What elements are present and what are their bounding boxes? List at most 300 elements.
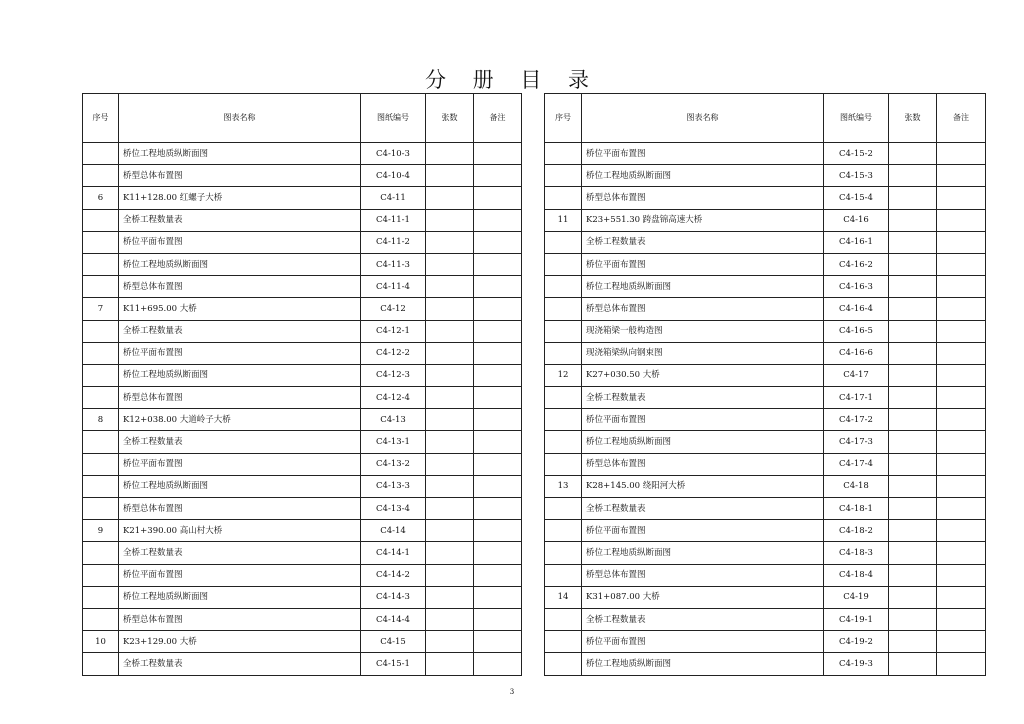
cell-remarks [937, 453, 986, 475]
cell-seq [83, 320, 119, 342]
cell-sheets [426, 631, 474, 653]
cell-sheets [889, 608, 937, 630]
cell-drawing-no: C4-16-2 [824, 253, 889, 275]
table-row [83, 564, 522, 586]
cell-name: K11+128.00 红螺子大桥 [119, 187, 361, 209]
cell-sheets [889, 631, 937, 653]
cell-drawing-no: C4-19 [824, 586, 889, 608]
cell-sheets [889, 253, 937, 275]
cell-remarks [937, 298, 986, 320]
cell-seq [83, 387, 119, 409]
cell-drawing-no: C4-10-4 [361, 165, 426, 187]
cell-name: 桥位平面布置图 [582, 253, 824, 275]
table-row [83, 431, 522, 453]
cell-name: 桥位平面布置图 [582, 520, 824, 542]
cell-sheets [426, 298, 474, 320]
cell-sheets [426, 387, 474, 409]
cell-seq [545, 276, 582, 298]
cell-name: 桥型总体布置图 [119, 387, 361, 409]
cell-name: K23+129.00 大桥 [119, 631, 361, 653]
header-seq: 序号 [545, 94, 582, 143]
header-seq: 序号 [83, 94, 119, 143]
cell-sheets [426, 475, 474, 497]
cell-sheets [889, 542, 937, 564]
cell-remarks [937, 187, 986, 209]
cell-seq [545, 165, 582, 187]
cell-name: 桥型总体布置图 [582, 187, 824, 209]
table-row [545, 542, 986, 564]
table-row [545, 453, 986, 475]
cell-name: 全桥工程数量表 [119, 320, 361, 342]
cell-sheets [426, 165, 474, 187]
table-row [545, 187, 986, 209]
cell-sheets [889, 209, 937, 231]
cell-seq [83, 165, 119, 187]
table-row [83, 320, 522, 342]
cell-drawing-no: C4-19-1 [824, 608, 889, 630]
table-row [83, 631, 522, 653]
cell-remarks [474, 276, 522, 298]
cell-seq: 9 [83, 520, 119, 542]
cell-sheets [426, 253, 474, 275]
cell-remarks [937, 387, 986, 409]
cell-seq [83, 453, 119, 475]
cell-drawing-no: C4-18-4 [824, 564, 889, 586]
table-row [545, 143, 986, 165]
cell-drawing-no: C4-14-1 [361, 542, 426, 564]
header-remarks: 备注 [937, 94, 986, 143]
cell-name: K12+038.00 大道岭子大桥 [119, 409, 361, 431]
table-row [83, 387, 522, 409]
cell-remarks [474, 165, 522, 187]
cell-remarks [937, 520, 986, 542]
cell-remarks [937, 276, 986, 298]
cell-drawing-no: C4-10-3 [361, 143, 426, 165]
cell-sheets [426, 231, 474, 253]
cell-remarks [937, 364, 986, 386]
cell-remarks [937, 653, 986, 675]
header-remarks: 备注 [474, 94, 522, 143]
cell-name: 桥位平面布置图 [119, 231, 361, 253]
cell-drawing-no: C4-13-3 [361, 475, 426, 497]
cell-seq: 7 [83, 298, 119, 320]
cell-name: 全桥工程数量表 [119, 653, 361, 675]
cell-sheets [889, 187, 937, 209]
cell-sheets [889, 431, 937, 453]
table-row [545, 320, 986, 342]
cell-remarks [937, 320, 986, 342]
catalog-table-right [544, 93, 986, 676]
cell-seq [83, 231, 119, 253]
cell-name: 桥型总体布置图 [582, 298, 824, 320]
cell-name: K11+695.00 大桥 [119, 298, 361, 320]
cell-remarks [937, 209, 986, 231]
cell-remarks [937, 431, 986, 453]
cell-remarks [474, 653, 522, 675]
cell-seq [545, 409, 582, 431]
cell-remarks [474, 387, 522, 409]
cell-remarks [474, 520, 522, 542]
cell-seq [83, 253, 119, 275]
cell-name: 桥型总体布置图 [119, 165, 361, 187]
cell-seq [545, 298, 582, 320]
table-row [545, 409, 986, 431]
cell-sheets [889, 143, 937, 165]
cell-name: 全桥工程数量表 [582, 387, 824, 409]
cell-seq [545, 187, 582, 209]
cell-seq [545, 453, 582, 475]
table-row [83, 475, 522, 497]
cell-name: 全桥工程数量表 [119, 542, 361, 564]
cell-seq: 12 [545, 364, 582, 386]
cell-drawing-no: C4-16 [824, 209, 889, 231]
cell-drawing-no: C4-18-2 [824, 520, 889, 542]
cell-name: 桥位工程地质纵断面图 [119, 143, 361, 165]
cell-remarks [937, 409, 986, 431]
cell-name: 全桥工程数量表 [119, 209, 361, 231]
cell-name: 桥位工程地质纵断面图 [119, 586, 361, 608]
cell-remarks [474, 209, 522, 231]
cell-sheets [889, 320, 937, 342]
cell-sheets [426, 498, 474, 520]
table-row [83, 586, 522, 608]
cell-remarks [474, 608, 522, 630]
cell-drawing-no: C4-17-2 [824, 409, 889, 431]
cell-remarks [474, 320, 522, 342]
cell-drawing-no: C4-13 [361, 409, 426, 431]
cell-seq [83, 276, 119, 298]
table-row [545, 498, 986, 520]
cell-sheets [889, 498, 937, 520]
table-row [545, 520, 986, 542]
cell-sheets [426, 564, 474, 586]
cell-name: 全桥工程数量表 [582, 231, 824, 253]
cell-remarks [937, 231, 986, 253]
cell-name: 现浇箱梁纵向钢束图 [582, 342, 824, 364]
cell-name: 桥位工程地质纵断面图 [582, 165, 824, 187]
header-drawing-no: 图纸编号 [361, 94, 426, 143]
cell-sheets [889, 231, 937, 253]
cell-seq [545, 608, 582, 630]
cell-name: 全桥工程数量表 [119, 431, 361, 453]
table-row [83, 453, 522, 475]
cell-remarks [937, 498, 986, 520]
cell-remarks [474, 409, 522, 431]
cell-sheets [889, 453, 937, 475]
cell-seq [83, 143, 119, 165]
table-header-row [545, 94, 986, 143]
cell-drawing-no: C4-11-4 [361, 276, 426, 298]
table-row [545, 475, 986, 497]
cell-drawing-no: C4-15 [361, 631, 426, 653]
cell-seq [545, 498, 582, 520]
cell-drawing-no: C4-19-3 [824, 653, 889, 675]
cell-sheets [426, 431, 474, 453]
table-header-row [83, 94, 522, 143]
cell-seq [545, 431, 582, 453]
table-row [545, 608, 986, 630]
cell-name: 桥位平面布置图 [119, 342, 361, 364]
cell-sheets [889, 276, 937, 298]
cell-seq [545, 231, 582, 253]
table-row [545, 431, 986, 453]
cell-name: 桥位工程地质纵断面图 [119, 475, 361, 497]
cell-seq [545, 653, 582, 675]
cell-remarks [937, 631, 986, 653]
cell-drawing-no: C4-12-3 [361, 364, 426, 386]
cell-name: 桥型总体布置图 [582, 453, 824, 475]
cell-name: K23+551.30 跨盘锦高速大桥 [582, 209, 824, 231]
cell-remarks [937, 143, 986, 165]
cell-drawing-no: C4-16-4 [824, 298, 889, 320]
table-row [545, 253, 986, 275]
cell-drawing-no: C4-11 [361, 187, 426, 209]
cell-drawing-no: C4-17-1 [824, 387, 889, 409]
cell-sheets [426, 409, 474, 431]
cell-remarks [474, 431, 522, 453]
cell-drawing-no: C4-18 [824, 475, 889, 497]
cell-name: 桥位平面布置图 [582, 143, 824, 165]
cell-seq [545, 320, 582, 342]
cell-drawing-no: C4-18-3 [824, 542, 889, 564]
cell-seq [83, 653, 119, 675]
header-sheets: 张数 [426, 94, 474, 143]
cell-drawing-no: C4-13-4 [361, 498, 426, 520]
cell-drawing-no: C4-13-2 [361, 453, 426, 475]
cell-remarks [937, 542, 986, 564]
cell-name: K27+030.50 大桥 [582, 364, 824, 386]
cell-seq [545, 542, 582, 564]
cell-name: 桥位工程地质纵断面图 [582, 653, 824, 675]
cell-sheets [426, 586, 474, 608]
cell-name: 桥位平面布置图 [119, 453, 361, 475]
table-row [83, 143, 522, 165]
cell-drawing-no: C4-15-4 [824, 187, 889, 209]
cell-seq [545, 342, 582, 364]
cell-sheets [889, 586, 937, 608]
cell-drawing-no: C4-15-1 [361, 653, 426, 675]
cell-seq [83, 342, 119, 364]
cell-remarks [474, 143, 522, 165]
cell-sheets [889, 364, 937, 386]
cell-drawing-no: C4-14-2 [361, 564, 426, 586]
cell-name: 桥型总体布置图 [582, 564, 824, 586]
table-row [545, 231, 986, 253]
cell-drawing-no: C4-13-1 [361, 431, 426, 453]
cell-sheets [889, 387, 937, 409]
cell-sheets [426, 320, 474, 342]
table-row [83, 364, 522, 386]
cell-seq [83, 498, 119, 520]
table-row [545, 209, 986, 231]
cell-remarks [474, 586, 522, 608]
cell-sheets [426, 276, 474, 298]
cell-drawing-no: C4-12-2 [361, 342, 426, 364]
cell-remarks [937, 608, 986, 630]
cell-drawing-no: C4-16-5 [824, 320, 889, 342]
header-sheets: 张数 [889, 94, 937, 143]
cell-seq [83, 431, 119, 453]
cell-sheets [426, 542, 474, 564]
cell-drawing-no: C4-16-3 [824, 276, 889, 298]
cell-seq [83, 542, 119, 564]
cell-drawing-no: C4-12-1 [361, 320, 426, 342]
cell-drawing-no: C4-12 [361, 298, 426, 320]
cell-seq: 10 [83, 631, 119, 653]
cell-drawing-no: C4-12-4 [361, 387, 426, 409]
cell-name: 全桥工程数量表 [582, 498, 824, 520]
cell-name: K28+145.00 绕阳河大桥 [582, 475, 824, 497]
cell-sheets [889, 298, 937, 320]
cell-sheets [426, 187, 474, 209]
cell-sheets [426, 653, 474, 675]
cell-name: 全桥工程数量表 [582, 608, 824, 630]
cell-sheets [889, 520, 937, 542]
table-row [83, 209, 522, 231]
cell-drawing-no: C4-17-3 [824, 431, 889, 453]
table-row [545, 364, 986, 386]
cell-remarks [474, 231, 522, 253]
table-row [83, 409, 522, 431]
page-number: 3 [509, 688, 515, 696]
cell-drawing-no: C4-14-3 [361, 586, 426, 608]
table-row [545, 653, 986, 675]
cell-seq [545, 143, 582, 165]
cell-name: 桥位工程地质纵断面图 [582, 542, 824, 564]
cell-drawing-no: C4-19-2 [824, 631, 889, 653]
cell-drawing-no: C4-16-6 [824, 342, 889, 364]
cell-remarks [937, 564, 986, 586]
cell-name: K31+087.00 大桥 [582, 586, 824, 608]
cell-sheets [889, 475, 937, 497]
table-row [545, 298, 986, 320]
cell-drawing-no: C4-11-1 [361, 209, 426, 231]
cell-sheets [889, 564, 937, 586]
cell-remarks [937, 253, 986, 275]
cell-seq [83, 564, 119, 586]
cell-drawing-no: C4-14-4 [361, 608, 426, 630]
cell-remarks [474, 498, 522, 520]
table-row [83, 520, 522, 542]
cell-remarks [474, 542, 522, 564]
cell-drawing-no: C4-16-1 [824, 231, 889, 253]
cell-remarks [474, 342, 522, 364]
cell-seq [83, 364, 119, 386]
cell-remarks [474, 564, 522, 586]
cell-remarks [474, 187, 522, 209]
cell-drawing-no: C4-14 [361, 520, 426, 542]
cell-remarks [937, 475, 986, 497]
cell-seq [545, 520, 582, 542]
cell-remarks [937, 342, 986, 364]
cell-drawing-no: C4-17 [824, 364, 889, 386]
cell-name: 桥型总体布置图 [119, 608, 361, 630]
cell-seq [545, 253, 582, 275]
cell-sheets [426, 209, 474, 231]
cell-remarks [937, 165, 986, 187]
table-row [83, 187, 522, 209]
table-row [545, 387, 986, 409]
cell-remarks [474, 253, 522, 275]
cell-name: 桥位平面布置图 [119, 564, 361, 586]
cell-sheets [889, 342, 937, 364]
cell-seq: 6 [83, 187, 119, 209]
cell-name: 桥型总体布置图 [119, 498, 361, 520]
header-name: 图表名称 [119, 94, 361, 143]
cell-remarks [937, 586, 986, 608]
cell-remarks [474, 364, 522, 386]
table-row [545, 564, 986, 586]
cell-sheets [426, 342, 474, 364]
cell-sheets [426, 364, 474, 386]
cell-sheets [889, 653, 937, 675]
table-row [83, 498, 522, 520]
cell-name: 桥位平面布置图 [582, 631, 824, 653]
table-row [83, 608, 522, 630]
cell-remarks [474, 453, 522, 475]
cell-sheets [426, 608, 474, 630]
cell-drawing-no: C4-15-3 [824, 165, 889, 187]
cell-name: 桥位工程地质纵断面图 [119, 364, 361, 386]
table-row [545, 276, 986, 298]
cell-seq [83, 209, 119, 231]
cell-seq [83, 608, 119, 630]
cell-drawing-no: C4-17-4 [824, 453, 889, 475]
header-drawing-no: 图纸编号 [824, 94, 889, 143]
cell-remarks [474, 475, 522, 497]
cell-sheets [426, 143, 474, 165]
table-row [83, 653, 522, 675]
table-row [545, 631, 986, 653]
page-title: 分 册 目 录 [424, 68, 600, 92]
table-row [83, 298, 522, 320]
cell-sheets [889, 165, 937, 187]
cell-name: 桥位工程地质纵断面图 [119, 253, 361, 275]
cell-name: K21+390.00 高山村大桥 [119, 520, 361, 542]
cell-name: 现浇箱梁一般构造图 [582, 320, 824, 342]
table-row [83, 253, 522, 275]
cell-seq: 11 [545, 209, 582, 231]
cell-drawing-no: C4-15-2 [824, 143, 889, 165]
cell-seq [545, 564, 582, 586]
table-row [545, 165, 986, 187]
cell-seq: 14 [545, 586, 582, 608]
table-row [545, 342, 986, 364]
table-row [83, 276, 522, 298]
cell-drawing-no: C4-11-2 [361, 231, 426, 253]
cell-seq [83, 475, 119, 497]
cell-seq [83, 586, 119, 608]
table-row [83, 542, 522, 564]
header-name: 图表名称 [582, 94, 824, 143]
cell-seq [545, 387, 582, 409]
cell-seq: 13 [545, 475, 582, 497]
cell-drawing-no: C4-11-3 [361, 253, 426, 275]
cell-sheets [426, 520, 474, 542]
table-row [83, 165, 522, 187]
table-row [83, 342, 522, 364]
cell-sheets [426, 453, 474, 475]
cell-remarks [474, 631, 522, 653]
catalog-table-left [82, 93, 522, 676]
cell-drawing-no: C4-18-1 [824, 498, 889, 520]
cell-seq [545, 631, 582, 653]
cell-sheets [889, 409, 937, 431]
table-row [545, 586, 986, 608]
cell-seq: 8 [83, 409, 119, 431]
cell-name: 桥型总体布置图 [119, 276, 361, 298]
cell-remarks [474, 298, 522, 320]
